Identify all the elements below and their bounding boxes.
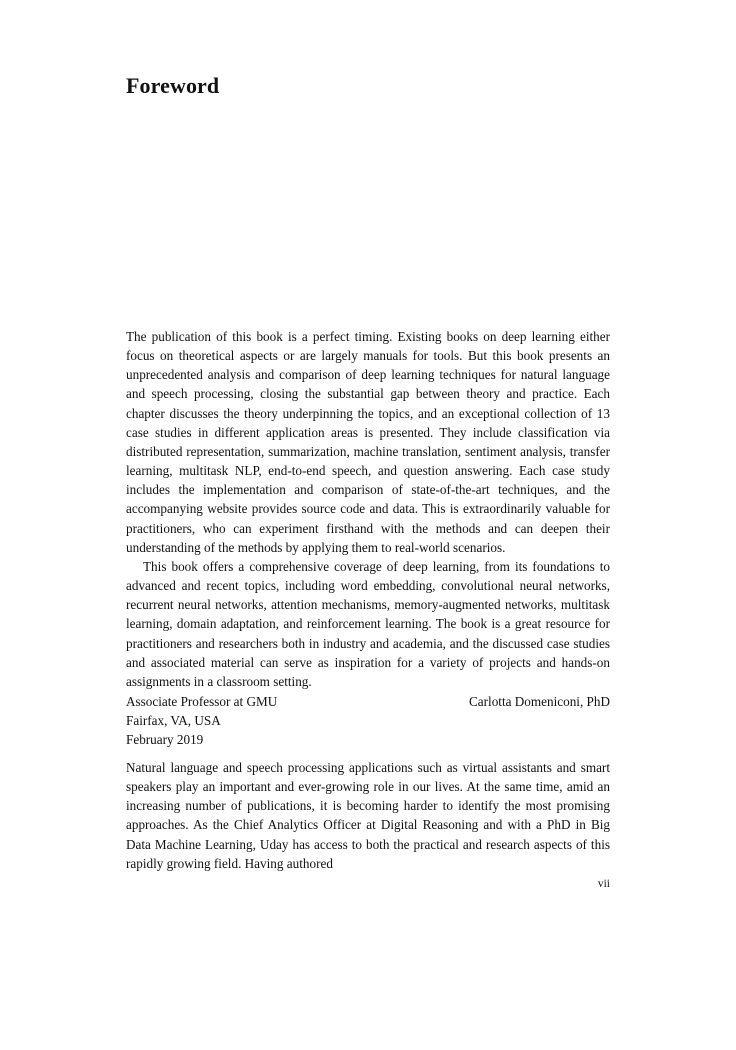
foreword-2-paragraph: Natural language and speech processing applications such as virtual assistants and smart speakers play an important and ever-growing role in our lives. At the same time, amid an increasing number of publications, it is becoming harder to identify the most promising approaches. As the Chief Analytics Officer at Digital Reasoning and with a PhD in Big Data Machine Learning, Uday has access to both the practical and research aspects of this rapidly growing field. Having authored [126, 760, 610, 871]
signature-row [126, 692, 610, 711]
foreword-1-body [126, 327, 610, 691]
signature-date: February 2019 [126, 732, 204, 748]
page-number: vii [597, 878, 610, 890]
foreword-2-body [126, 758, 610, 873]
signature-name: Carlotta Domeniconi, PhD [468, 694, 610, 709]
foreword-1-paragraph: This book offers a comprehensive coverage of deep learning, from its foundations to advanced and recent topics, including word embedding, convolutional neural networks, recurrent neural networks, attention mechanisms, memory-augmented networks, multitask learning, domain adaptation, and reinforcement learning. The book is a great resource for practitioners and researchers both in industry and academia, and the discussed case studies and associated material can serve as inspiration for a variety of projects and hands-on assignments in a classroom setting. [126, 558, 610, 689]
signature-affiliation: Associate Professor at GMU [126, 694, 278, 709]
signature-block [126, 692, 610, 750]
signature-location: Fairfax, VA, USA [126, 713, 221, 729]
foreword-1-paragraph: The publication of this book is a perfect timing. Existing books on deep learning either focus on theoretical aspects or are largely manuals for tools. But this book presents an unprecedented analysis and comparison of deep learning techniques for natural language and speech processing, closing the substantial gap between theory and practice. Each chapter discusses the theory underpinning the topics, and an exceptional collection of 13 case studies in different application areas is presented. They include classification via distributed representation, summarization, machine translation, sentiment analysis, transfer learning, multitask NLP, end-to-end speech, and question answering. Each case study includes the implementation and comparison of state-of-the-art techniques, and the accompanying website provides source code and data. This is extraordinarily valuable for practitioners, who can experiment firsthand with the methods and can deepen their understanding of the methods by applying them to real-world scenarios. [126, 329, 610, 555]
page-title: Foreword [126, 73, 220, 98]
